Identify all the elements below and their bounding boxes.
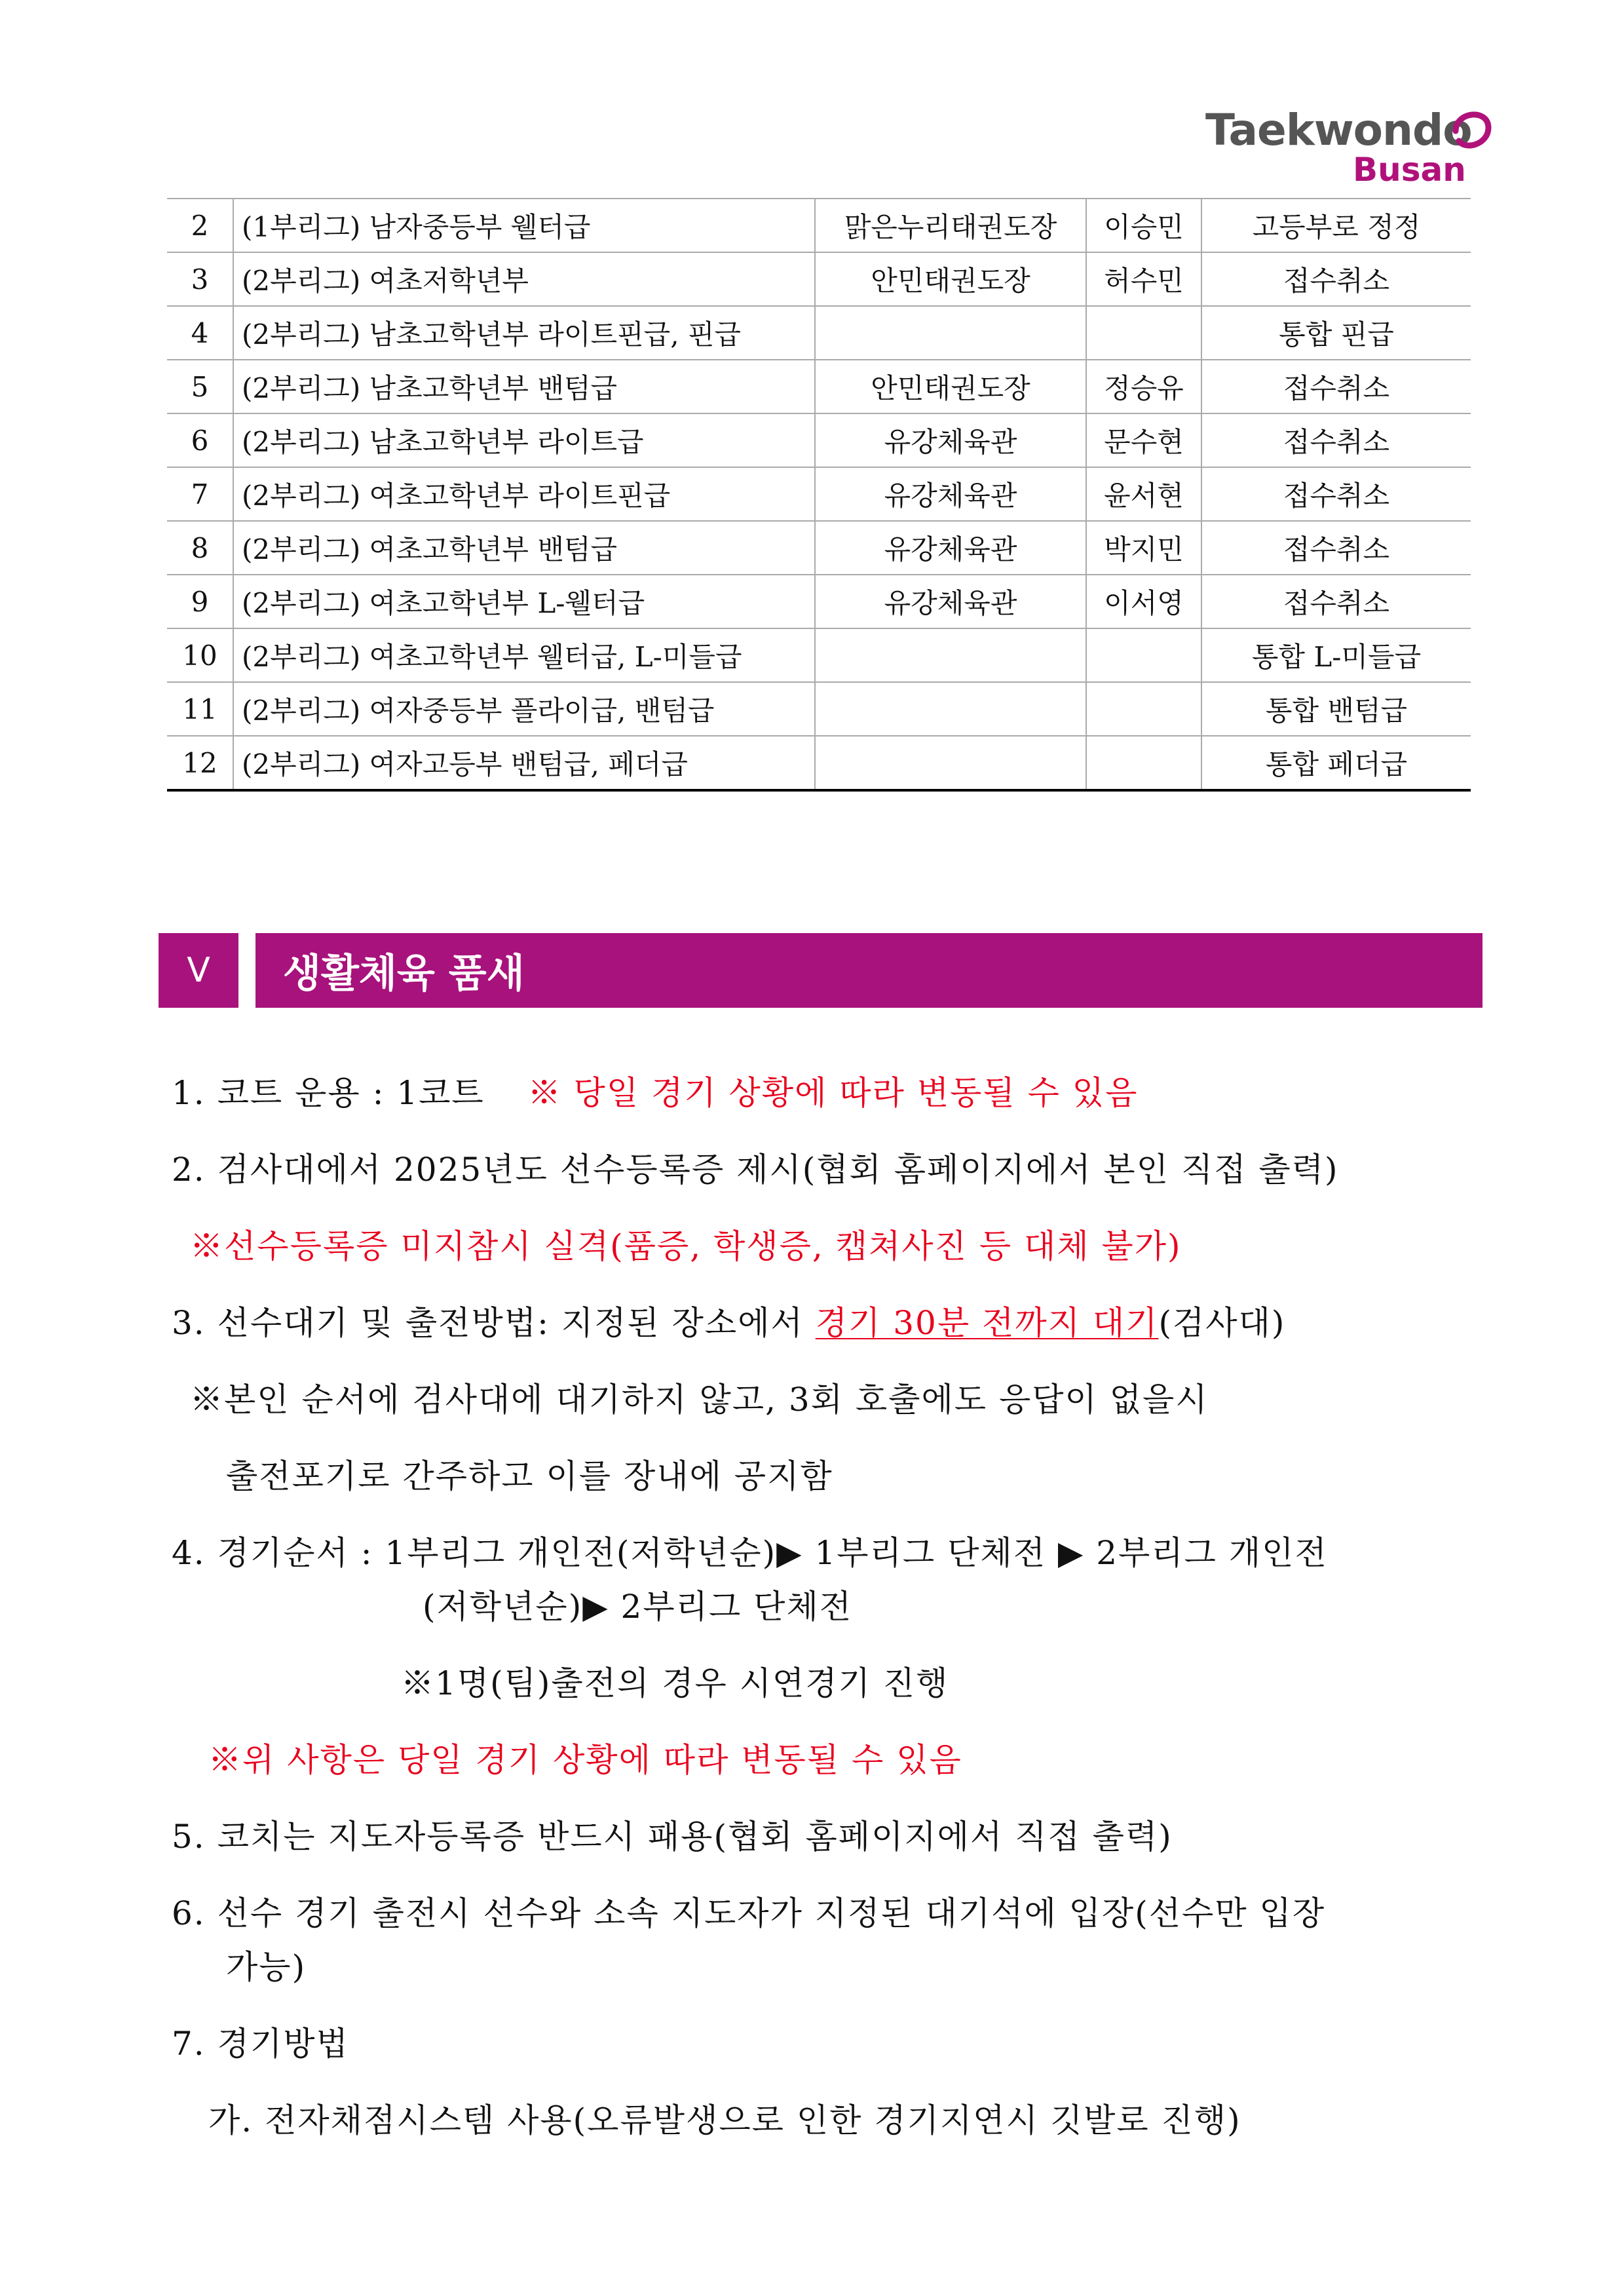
row-club: 안민태권도장	[815, 252, 1086, 306]
table-row	[167, 360, 1471, 413]
row-event: (2부리그) 여자고등부 밴텀급, 페더급	[233, 736, 815, 790]
table-row	[167, 252, 1471, 306]
row-name: 허수민	[1086, 252, 1201, 306]
row-event: (2부리그) 여초고학년부 웰터급, L-미들급	[233, 628, 815, 682]
item-7-a: 가. 전자채점시스템 사용(오류발생으로 인한 경기지연시 깃발로 진행)	[208, 2101, 1241, 2139]
row-number: 3	[167, 252, 233, 306]
section-title: 생활체육 품새	[255, 933, 1482, 1008]
logo-city-text: Busan	[1353, 151, 1466, 189]
item-2: 2. 검사대에서 2025년도 선수등록증 제시(협회 홈페이지에서 본인 직접 출력)	[172, 1151, 1339, 1189]
row-number: 12	[167, 736, 233, 790]
row-name	[1086, 628, 1201, 682]
item-3-text: 3. 선수대기 및 출전방법: 지정된 장소에서	[172, 1304, 816, 1342]
logo-swoosh-icon	[1449, 105, 1495, 157]
item-6-continued: 가능)	[226, 1948, 307, 1986]
row-event: (2부리그) 남초고학년부 라이트핀급, 핀급	[233, 306, 815, 360]
row-club: 유강체육관	[815, 413, 1086, 467]
row-name	[1086, 682, 1201, 736]
row-event: (2부리그) 여초고학년부 라이트핀급	[233, 467, 815, 521]
row-club	[815, 682, 1086, 736]
row-status: 접수취소	[1201, 467, 1471, 521]
row-number: 10	[167, 628, 233, 682]
row-status: 통합 페더급	[1201, 736, 1471, 790]
row-number: 11	[167, 682, 233, 736]
row-status: 접수취소	[1201, 575, 1471, 628]
section-number: Ⅴ	[159, 933, 238, 1008]
row-event: (2부리그) 여초고학년부 밴텀급	[233, 521, 815, 575]
row-club: 맑은누리태권도장	[815, 199, 1086, 252]
item-3-note-1: ※본인 순서에 검사대에 대기하지 않고, 3회 호출에도 응답이 없을시	[190, 1381, 1209, 1419]
item-3-suffix: (검사대)	[1158, 1304, 1286, 1342]
row-club: 유강체육관	[815, 575, 1086, 628]
row-number: 6	[167, 413, 233, 467]
row-name: 윤서현	[1086, 467, 1201, 521]
row-event: (2부리그) 여초저학년부	[233, 252, 815, 306]
item-4: 4. 경기순서 : 1부리그 개인전(저학년순)▶ 1부리그 단체전 ▶ 2부리그 개인전	[172, 1534, 1328, 1572]
row-event: (2부리그) 여자중등부 플라이급, 밴텀급	[233, 682, 815, 736]
item-4-note: ※1명(팀)출전의 경우 시연경기 진행	[401, 1664, 949, 1702]
item-4-continued: (저학년순)▶ 2부리그 단체전	[423, 1588, 853, 1626]
results-table	[167, 198, 1471, 792]
row-name: 정승유	[1086, 360, 1201, 413]
table-row	[167, 736, 1471, 790]
row-event: (2부리그) 남초고학년부 밴텀급	[233, 360, 815, 413]
item-4-red-note: ※위 사항은 당일 경기 상황에 따라 변동될 수 있음	[208, 1741, 962, 1779]
item-5: 5. 코치는 지도자등록증 반드시 패용(협회 홈페이지에서 직접 출력)	[172, 1818, 1173, 1856]
item-3	[172, 1297, 1285, 1344]
row-club: 유강체육관	[815, 521, 1086, 575]
logo-brand-text: Taekwondo	[1205, 105, 1472, 155]
table-row	[167, 199, 1471, 252]
item-2-note: ※선수등록증 미지참시 실격(품증, 학생증, 캡쳐사진 등 대체 불가)	[190, 1227, 1182, 1265]
row-name	[1086, 306, 1201, 360]
item-1	[172, 1067, 1138, 1114]
row-status: 통합 L-미들급	[1201, 628, 1471, 682]
item-1-note: ※ 당일 경기 상황에 따라 변동될 수 있음	[527, 1074, 1139, 1112]
row-club	[815, 736, 1086, 790]
row-number: 8	[167, 521, 233, 575]
item-3-highlight: 경기 30분 전까지 대기	[815, 1304, 1159, 1342]
table-row	[167, 467, 1471, 521]
row-name: 박지민	[1086, 521, 1201, 575]
row-name: 문수현	[1086, 413, 1201, 467]
row-name: 이승민	[1086, 199, 1201, 252]
row-event: (2부리그) 남초고학년부 라이트급	[233, 413, 815, 467]
row-club	[815, 628, 1086, 682]
row-club: 안민태권도장	[815, 360, 1086, 413]
table-row	[167, 628, 1471, 682]
row-status: 통합 핀급	[1201, 306, 1471, 360]
row-club: 유강체육관	[815, 467, 1086, 521]
taekwondo-busan-logo	[1205, 105, 1494, 197]
item-1-text: 1. 코트 운용 : 1코트	[172, 1074, 485, 1112]
row-number: 7	[167, 467, 233, 521]
row-status: 고등부로 정정	[1201, 199, 1471, 252]
table-row	[167, 413, 1471, 467]
table-row	[167, 521, 1471, 575]
row-number: 9	[167, 575, 233, 628]
item-6: 6. 선수 경기 출전시 선수와 소속 지도자가 지정된 대기석에 입장(선수만 입장	[172, 1894, 1326, 1932]
table-row	[167, 306, 1471, 360]
row-status: 통합 밴텀급	[1201, 682, 1471, 736]
row-status: 접수취소	[1201, 521, 1471, 575]
row-status: 접수취소	[1201, 252, 1471, 306]
table-row	[167, 682, 1471, 736]
results-table-body	[167, 199, 1471, 790]
row-number: 5	[167, 360, 233, 413]
row-club	[815, 306, 1086, 360]
row-number: 4	[167, 306, 233, 360]
row-name: 이서영	[1086, 575, 1201, 628]
row-status: 접수취소	[1201, 360, 1471, 413]
item-7: 7. 경기방법	[172, 2025, 349, 2063]
row-status: 접수취소	[1201, 413, 1471, 467]
row-name	[1086, 736, 1201, 790]
row-event: (2부리그) 여초고학년부 L-웰터급	[233, 575, 815, 628]
row-number: 2	[167, 199, 233, 252]
row-event: (1부리그) 남자중등부 웰터급	[233, 199, 815, 252]
table-row	[167, 575, 1471, 628]
item-3-note-2: 출전포기로 간주하고 이를 장내에 공지함	[226, 1457, 833, 1495]
